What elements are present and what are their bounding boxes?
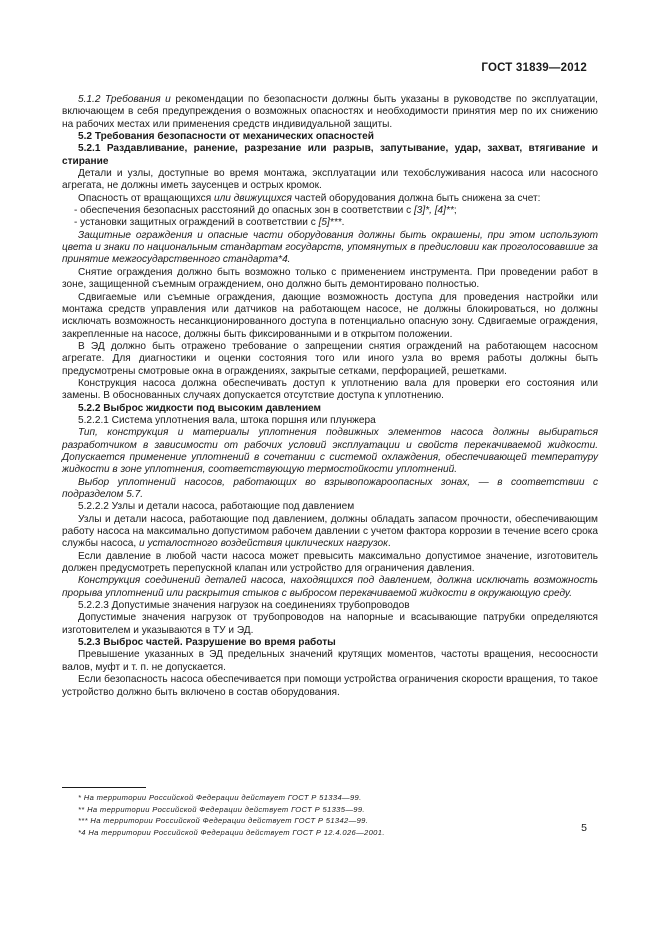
heading-5-2-2: 5.2.2 Выброс жидкости под высоким давлением bbox=[78, 402, 322, 414]
page-number: 5 bbox=[581, 822, 587, 834]
subheading-5-2-2-2: 5.2.2.2 Узлы и детали насоса, работающие под давлением bbox=[78, 501, 355, 513]
paragraph-details: Детали и узлы, доступные во время монтажа, эксплуатации или техобслуживания насоса или насосного агрегата, не должны иметь заусенцев и острых кромок. bbox=[62, 168, 598, 192]
text: - установки защитных ограждений в соответствии с bbox=[74, 217, 319, 229]
paragraph-text: рекомендации по безопасности должны быть указаны в руководстве по эксплуатации, включающем в себя предупреждения о возможных опасностях и необходимости принятия мер по их снижению на рабочих местах или применения средств индивидуальной защиты. bbox=[62, 94, 598, 130]
footnote-divider bbox=[62, 787, 146, 788]
paragraph-ed: В ЭД должно быть отражено требование о запрещении снятия ограждений на работающем насосном агрегате. Для диагностики и оценки состояния того или иного узла во время работы должны быть предусмотрены смотровые окна в ограждениях, закрытые сетками, перфорацией, решетками. bbox=[62, 340, 598, 377]
text: частей оборудования должна быть снижена за счет: bbox=[291, 192, 541, 204]
italic-text: и усталостного воздействия циклических нагрузок bbox=[139, 538, 388, 550]
text: . bbox=[341, 217, 345, 229]
heading-5-2-1: 5.2.1 Раздавливание, ранение, разрезание или разрыв, запутывание, удар, захват, втягивание и стирание bbox=[62, 143, 598, 167]
paragraph-removal: Снятие ограждения должно быть возможно только с применением инструмента. При проведении работ в зоне, защищенной съемным ограждением, оно должно быть демонтировано полностью. bbox=[62, 266, 598, 291]
heading-5-2-3: 5.2.3 Выброс частей. Разрушение во время работы bbox=[78, 637, 336, 649]
text: Опасность от вращающихся bbox=[78, 192, 214, 204]
paragraph-seal-type: Тип, конструкция и материалы уплотнения подвижных элементов насоса должны выбираться разработчиком в зависимости от рабочих условий эксплуатации и свойств перекачиваемой жидкости. Допускается применение уплотнений в сочетании с системой охлаждения, обеспечивающей температуру жидкости в зоне уплотнения, соответствующую термостойкости уплотнений. bbox=[62, 427, 598, 476]
paragraph-seal-choice: Выбор уплотнений насосов, работающих во взрывопожароопасных зонах, — в соответствии с подразделом 5.7. bbox=[62, 476, 598, 500]
text: - обеспечения безопасных расстояний до опасных зон в соответствии с bbox=[74, 205, 414, 217]
italic-text: или движущихся bbox=[214, 192, 292, 204]
reference: [3]*, [4]** bbox=[413, 205, 454, 217]
paragraph-connections: Конструкция соединений деталей насоса, находящихся под давлением, должна исключать возможность прорыва уплотнений или раскрытия стыков с выбросом перекачиваемой жидкости в окружающую среду. bbox=[62, 575, 598, 599]
paragraph-rotating bbox=[62, 193, 598, 205]
paragraph-paint: Защитные ограждения и опасные части оборудования должны быть окрашены, при этом используют цвета и знаки по национальным стандартам государств, упомянутых в предисловии как проголосовавшие за принятие межгосударственного стандарта*4. bbox=[62, 229, 598, 266]
paragraph-safety: Если безопасность насоса обеспечивается при помощи устройства ограничения скорости вращения, то такое устройство должно быть включено в состав оборудования. bbox=[62, 674, 598, 698]
paragraph-design: Конструкция насоса должна обеспечивать доступ к уплотнению вала для проверки его состояния или замены. В обоснованных случаях допускается отсутствие доступа к уплотнению. bbox=[62, 377, 598, 402]
paragraph-pipe-loads: Допустимые значения нагрузок от трубопроводов на напорные и всасывающие патрубки определяются изготовителем и указываются в ТУ и ЭД. bbox=[62, 612, 598, 636]
footnotes bbox=[62, 792, 598, 839]
footnote: * На территории Российской Федерации действует ГОСТ Р 51334—99. bbox=[78, 793, 362, 802]
list-item-1 bbox=[62, 205, 598, 217]
document-code: ГОСТ 31839—2012 bbox=[481, 62, 587, 74]
page-body bbox=[62, 94, 598, 699]
text: . bbox=[387, 538, 391, 550]
footnote: ** На территории Российской Федерации действует ГОСТ Р 51335—99. bbox=[78, 804, 365, 814]
clause-number: 5.1.2 bbox=[78, 94, 101, 105]
list-item-2 bbox=[62, 217, 598, 229]
paragraph-exceed: Превышение указанных в ЭД предельных значений крутящих моментов, частоты вращения, несоосности валов, муфт и т. п. не допускается. bbox=[62, 649, 598, 673]
subheading-5-2-2-1: 5.2.2.1 Система уплотнения вала, штока поршня или плунжера bbox=[78, 414, 376, 426]
heading-5-2: 5.2 Требования безопасности от механических опасностей bbox=[78, 131, 374, 143]
paragraph-5-1-2 bbox=[62, 94, 598, 131]
text: Узлы и детали насоса, работающие под давлением, должны обладать запасом прочности, обеспечивающим работу насоса на максимально допустимом рабочем давлении с учетом фактора коррозии в течение всего срока службы насоса, bbox=[62, 513, 598, 550]
reference: [5]*** bbox=[318, 217, 342, 229]
subheading-5-2-2-3: 5.2.2.3 Допустимые значения нагрузок на соединениях трубопроводов bbox=[78, 600, 410, 612]
footnote: *** На территории Российской Федерации действует ГОСТ Р 51342—99. bbox=[78, 816, 369, 826]
italic-text: Требования и bbox=[105, 94, 171, 105]
paragraph-pressure-limit: Если давление в любой части насоса может превысить максимально допустимое значение, изготовитель должен предусмотреть перепускной клапан или устройство для ограничения давления. bbox=[62, 550, 598, 575]
text: ; bbox=[453, 205, 457, 217]
paragraph-pressure-nodes bbox=[62, 514, 598, 551]
footnote: *4 На территории Российской Федерации действует ГОСТ Р 12.4.026—2001. bbox=[78, 828, 385, 838]
paragraph-sliding-guards: Сдвигаемые или съемные ограждения, дающие возможность доступа для проведения настройки или монтажа средств управления или датчиков на работающем насосе, не должны блокироваться, но должны исключать возможность несанкционированного доступа в потенциально опасную зону. Сдвигаемые ограждения, закрепленные на насосе, должны быть фиксированными и в открытом положении. bbox=[62, 291, 598, 340]
